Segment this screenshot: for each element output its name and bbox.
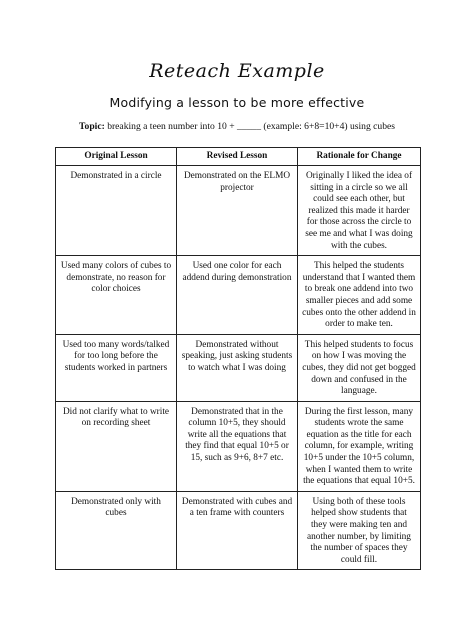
rationale-cell: Originally I liked the idea of sitting in a circle so we all could see each other, but realized this made it harder for those across the circle to see me and what I was doing with the cubes. — [298, 166, 421, 256]
table-row — [56, 491, 421, 570]
table-header-row — [56, 148, 421, 166]
table-row — [56, 256, 421, 335]
rationale-cell: This helped the students understand that I wanted them to break one addend into two smaller pieces and add some cubes onto the other addend in order to make ten. — [298, 256, 421, 335]
rationale-cell: Using both of these tools helped show students that they were making ten and another number, by limiting the number of spaces they could fill. — [298, 491, 421, 570]
original-lesson-cell: Used too many words/talked for too long before the students worked in partners — [56, 334, 177, 401]
table-row — [56, 401, 421, 491]
revised-lesson-cell: Demonstrated that in the column 10+5, they should write all the equations that they find that equal 10+5 or 15, such as 9+6, 8+7 etc. — [177, 401, 298, 491]
page-title: Reteach Example — [149, 60, 325, 82]
original-lesson-cell: Used many colors of cubes to demonstrate, no reason for color choices — [56, 256, 177, 335]
original-lesson-cell: Did not clarify what to write on recording sheet — [56, 401, 177, 491]
revised-lesson-cell: Demonstrated with cubes and a ten frame with counters — [177, 491, 298, 570]
header-original-lesson: Original Lesson — [56, 148, 177, 166]
original-lesson-cell: Demonstrated in a circle — [56, 166, 177, 256]
header-revised-lesson: Revised Lesson — [177, 148, 298, 166]
table-row — [56, 166, 421, 256]
revised-lesson-cell: Demonstrated without speaking, just asking students to watch what I was doing — [177, 334, 298, 401]
table-row — [56, 334, 421, 401]
header-rationale: Rationale for Change — [298, 148, 421, 166]
revised-lesson-cell: Used one color for each addend during demonstration — [177, 256, 298, 335]
rationale-cell: This helped students to focus on how I was moving the cubes, they did not get bogged down and confused in the language. — [298, 334, 421, 401]
topic-label: Topic: — [79, 121, 105, 132]
topic-text: breaking a teen number into 10 + _____ (example: 6+8=10+4) using cubes — [107, 121, 395, 132]
topic-line — [0, 121, 474, 132]
page-subtitle: Modifying a lesson to be more effective — [109, 95, 365, 110]
original-lesson-cell: Demonstrated only with cubes — [56, 491, 177, 570]
reteach-table — [55, 147, 421, 570]
revised-lesson-cell: Demonstrated on the ELMO projector — [177, 166, 298, 256]
rationale-cell: During the first lesson, many students wrote the same equation as the title for each column, for example, writing 10+5 under the 10+5 column, when I wanted them to write the equations that equal 10+5. — [298, 401, 421, 491]
